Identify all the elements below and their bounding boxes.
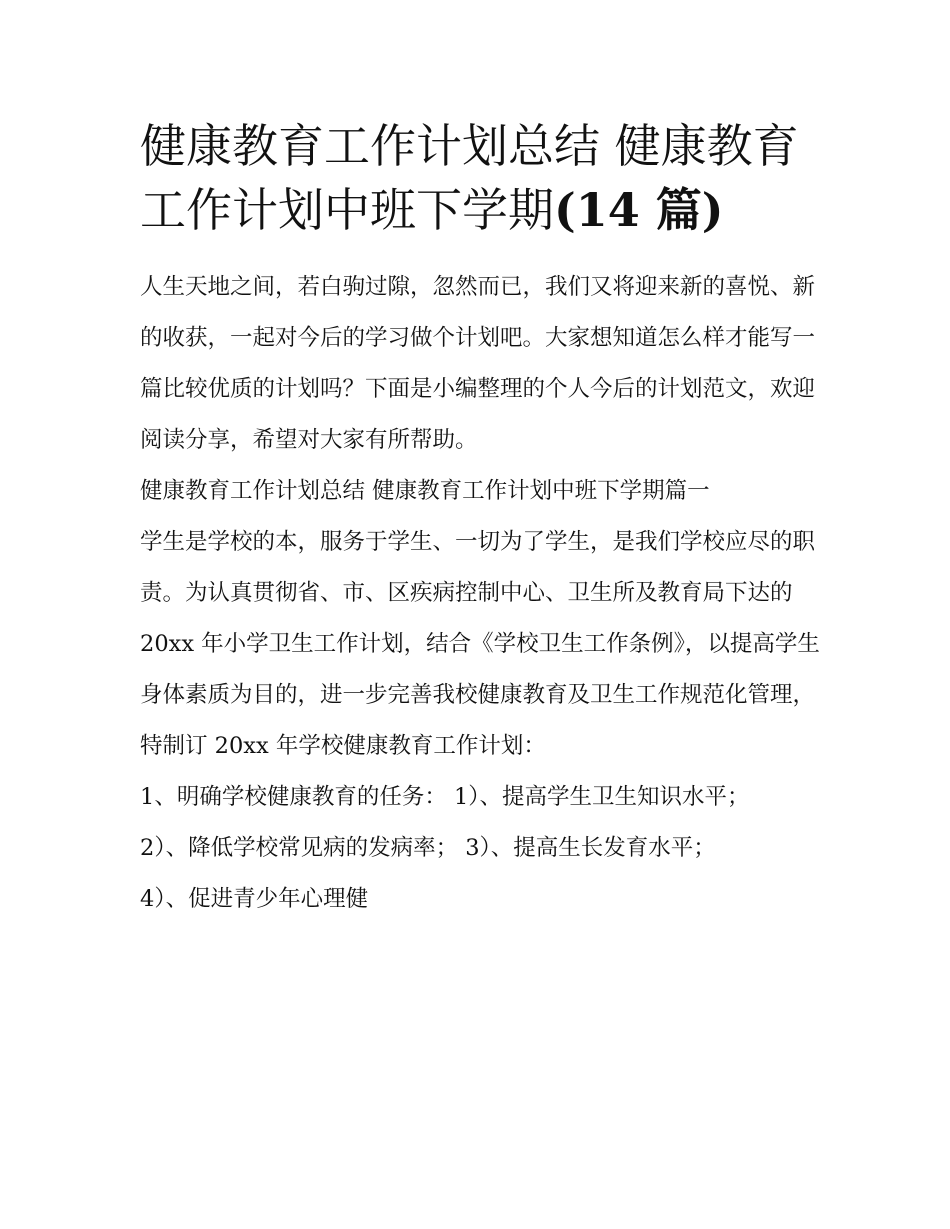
document-title	[140, 114, 820, 242]
tasks-line-2: 2）、降低学校常见病的发病率； 3）、提高生长发育水平；	[140, 835, 716, 861]
title-main-text: 健康教育工作计划总结 健康教育工作计划中班下学期	[140, 119, 799, 237]
title-suffix-text: (14 篇)	[554, 183, 724, 237]
document-body	[140, 262, 820, 925]
tasks-line-1: 1、明确学校健康教育的任务： 1）、提高学生卫生知识水平；	[140, 784, 750, 810]
section-heading: 健康教育工作计划总结 健康教育工作计划中班下学期篇一	[140, 478, 710, 504]
tasks-line-3: 4）、促进青少年心理健	[140, 886, 369, 912]
intro-paragraph: 人生天地之间，若白驹过隙，忽然而已，我们又将迎来新的喜悦、新的收获，一起对今后的学习做个计划吧。大家想知道怎么样才能写一篇比较优质的计划吗？下面是小编整理的个人今后的计划范文，欢迎阅读分享，希望对大家有所帮助。	[140, 274, 816, 453]
document-content	[140, 114, 820, 925]
section-paragraph: 学生是学校的本，服务于学生、一切为了学生，是我们学校应尽的职责。为认真贯彻省、市、区疾病控制中心、卫生所及教育局下达的20xx 年小学卫生工作计划，结合《学校卫生工作条例》，以提高学生身体素质为目的，进一步完善我校健康教育及卫生工作规范化管理，特制订 20xx 年学校健康教育工作计划：	[140, 529, 820, 759]
